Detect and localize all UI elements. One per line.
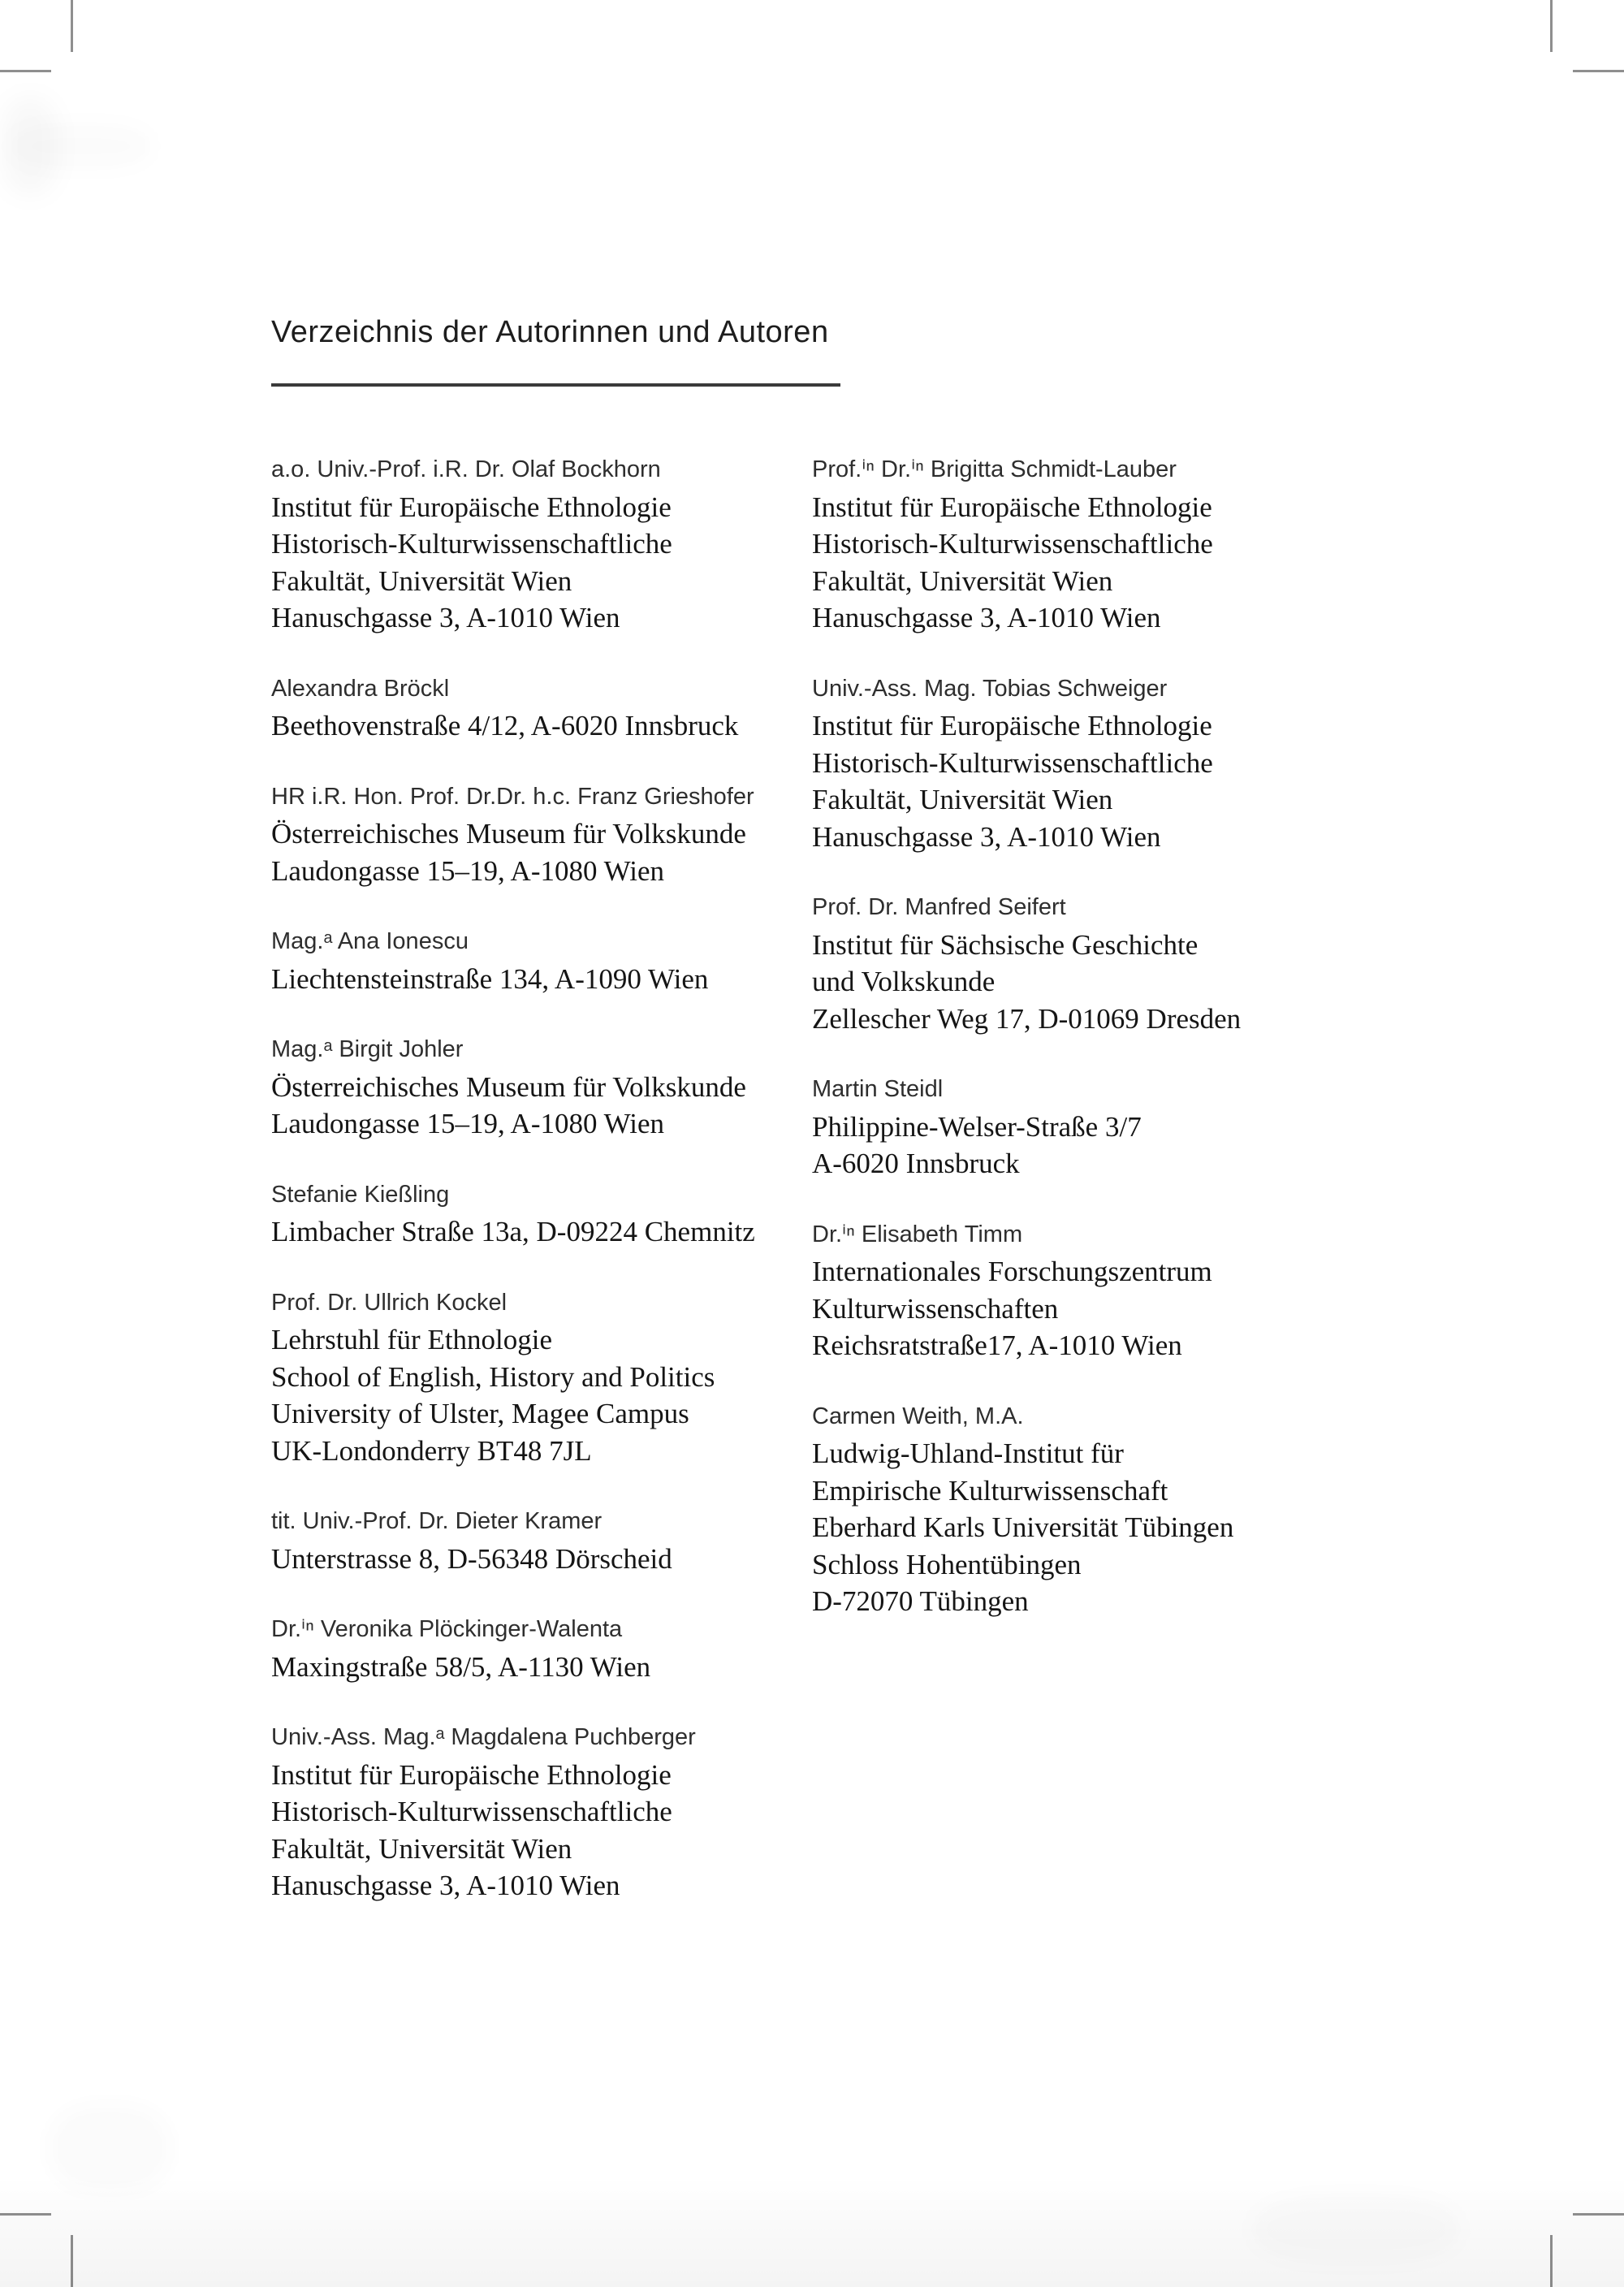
author-name: Dr.ⁱⁿ Elisabeth Timm <box>812 1221 1023 1247</box>
author-address-line: Schloss Hohentübingen <box>812 1548 1082 1580</box>
author-column-right <box>812 452 1364 1654</box>
author-address-line: Fakultät, Universität Wien <box>812 784 1113 815</box>
author-address-line: Österreichisches Museum für Volkskunde <box>271 1070 746 1103</box>
author-name: Prof. Dr. Ullrich Kockel <box>271 1289 508 1316</box>
author-address-line: Zellescher Weg 17, D-01069 Dresden <box>812 1002 1242 1035</box>
author-entry <box>271 779 807 890</box>
author-column-left <box>271 452 807 1939</box>
author-name: Prof. Dr. Manfred Seifert <box>812 894 1066 920</box>
crop-mark-bottom-left-horizontal <box>0 2213 51 2216</box>
author-address-line: Laudongasse 15–19, A-1080 Wien <box>271 1108 664 1139</box>
author-name: Univ.-Ass. Mag. Tobias Schweiger <box>812 675 1168 702</box>
author-entry <box>271 671 807 745</box>
author-name: HR i.R. Hon. Prof. Dr.Dr. h.c. Franz Grieshofer <box>271 783 754 810</box>
crop-mark-bottom-right-vertical <box>1550 2235 1553 2287</box>
author-name: Univ.-Ass. Mag.ᵃ Magdalena Puchberger <box>271 1724 696 1750</box>
author-address-line: University of Ulster, Magee Campus <box>271 1398 689 1429</box>
author-address-line: Historisch-Kulturwissenschaftliche <box>271 1796 672 1827</box>
author-address-line: School of English, History and Politics <box>271 1360 715 1393</box>
crop-mark-top-right-vertical <box>1550 0 1553 52</box>
crop-mark-bottom-left-vertical <box>71 2235 73 2287</box>
author-name: Stefanie Kießling <box>271 1181 450 1208</box>
author-entry <box>812 671 1364 856</box>
author-entry <box>812 1217 1364 1364</box>
author-address-line: Laudongasse 15–19, A-1080 Wien <box>271 854 664 887</box>
author-entry <box>271 1719 807 1904</box>
author-name: Carmen Weith, M.A. <box>812 1403 1024 1429</box>
scan-artifact <box>2 97 58 195</box>
author-name: Alexandra Bröckl <box>271 675 450 702</box>
author-entry <box>812 1071 1364 1182</box>
author-address-line: Historisch-Kulturwissenschaftliche <box>271 528 672 560</box>
crop-mark-top-left-horizontal <box>0 70 51 72</box>
author-entry <box>812 452 1364 637</box>
crop-mark-bottom-right-horizontal <box>1573 2213 1624 2216</box>
author-entry <box>812 889 1364 1037</box>
author-entry <box>271 1177 807 1251</box>
crop-mark-top-left-vertical <box>71 0 73 52</box>
author-address-line: Historisch-Kulturwissenschaftliche <box>812 746 1213 779</box>
scan-shadow <box>0 2177 1624 2287</box>
author-address-line: Institut für Sächsische Geschichte <box>812 928 1199 961</box>
scan-artifact <box>8 122 154 171</box>
author-address-line: Fakultät, Universität Wien <box>812 564 1113 597</box>
author-name: a.o. Univ.-Prof. i.R. Dr. Olaf Bockhorn <box>271 456 661 482</box>
author-address-line: Institut für Europäische Ethnologie <box>812 710 1212 741</box>
author-entry <box>271 452 807 637</box>
author-entry <box>271 1503 807 1577</box>
author-address-line: Historisch-Kulturwissenschaftliche <box>812 528 1213 560</box>
author-address-line: Fakultät, Universität Wien <box>271 1832 572 1865</box>
author-address-line: Lehrstuhl für Ethnologie <box>271 1324 553 1355</box>
author-address-line: UK-Londonderry BT48 7JL <box>271 1434 592 1467</box>
page-title: Verzeichnis der Autorinnen und Autoren <box>271 315 829 349</box>
author-address-line: Reichsratstraße17, A-1010 Wien <box>812 1329 1182 1361</box>
author-address-line: Ludwig-Uhland-Institut für <box>812 1437 1124 1469</box>
author-address-line: Institut für Europäische Ethnologie <box>812 491 1212 523</box>
author-name: Martin Steidl <box>812 1076 944 1102</box>
author-address-line: Beethovenstraße 4/12, A-6020 Innsbruck <box>271 710 739 741</box>
author-address-line: Limbacher Straße 13a, D-09224 Chemnitz <box>271 1216 755 1247</box>
author-address-line: Unterstrasse 8, D-56348 Dörscheid <box>271 1542 672 1575</box>
author-address-line: Philippine-Welser-Straße 3/7 <box>812 1110 1142 1143</box>
author-address-line: Institut für Europäische Ethnologie <box>271 491 672 523</box>
author-name: Mag.ᵃ Ana Ionescu <box>271 928 469 954</box>
author-address-line: Maxingstraße 58/5, A-1130 Wien <box>271 1650 651 1683</box>
author-entry <box>271 1031 807 1143</box>
author-address-line: Österreichisches Museum für Volkskunde <box>271 818 746 850</box>
author-address-line: Hanuschgasse 3, A-1010 Wien <box>812 602 1161 633</box>
scan-artifact <box>1250 2193 1462 2266</box>
author-name: tit. Univ.-Prof. Dr. Dieter Kramer <box>271 1508 603 1534</box>
author-address-line: D-72070 Tübingen <box>812 1585 1029 1617</box>
author-address-line: Eberhard Karls Universität Tübingen <box>812 1511 1234 1543</box>
author-address-line: Empirische Kulturwissenschaft <box>812 1474 1168 1507</box>
author-name: Mag.ᵃ Birgit Johler <box>271 1036 464 1062</box>
author-address-line: A-6020 Innsbruck <box>812 1148 1020 1179</box>
author-entry <box>812 1399 1364 1620</box>
author-name: Dr.ⁱⁿ Veronika Plöckinger-Walenta <box>271 1616 623 1642</box>
author-address-line: Liechtensteinstraße 134, A-1090 Wien <box>271 962 709 995</box>
author-address-line: und Volkskunde <box>812 966 996 997</box>
author-address-line: Hanuschgasse 3, A-1010 Wien <box>271 602 620 633</box>
author-entry <box>271 923 807 997</box>
author-address-line: Institut für Europäische Ethnologie <box>271 1758 672 1791</box>
author-address-line: Fakultät, Universität Wien <box>271 564 572 597</box>
scan-artifact <box>49 2103 171 2193</box>
author-address-line: Kulturwissenschaften <box>812 1292 1059 1325</box>
title-divider <box>271 383 840 387</box>
author-name: Prof.ⁱⁿ Dr.ⁱⁿ Brigitta Schmidt-Lauber <box>812 456 1177 482</box>
author-entry <box>271 1285 807 1470</box>
author-address-line: Hanuschgasse 3, A-1010 Wien <box>271 1870 620 1901</box>
author-entry <box>271 1611 807 1685</box>
author-address-line: Hanuschgasse 3, A-1010 Wien <box>812 820 1161 853</box>
crop-mark-top-right-horizontal <box>1573 70 1624 72</box>
author-address-line: Internationales Forschungszentrum <box>812 1256 1212 1287</box>
